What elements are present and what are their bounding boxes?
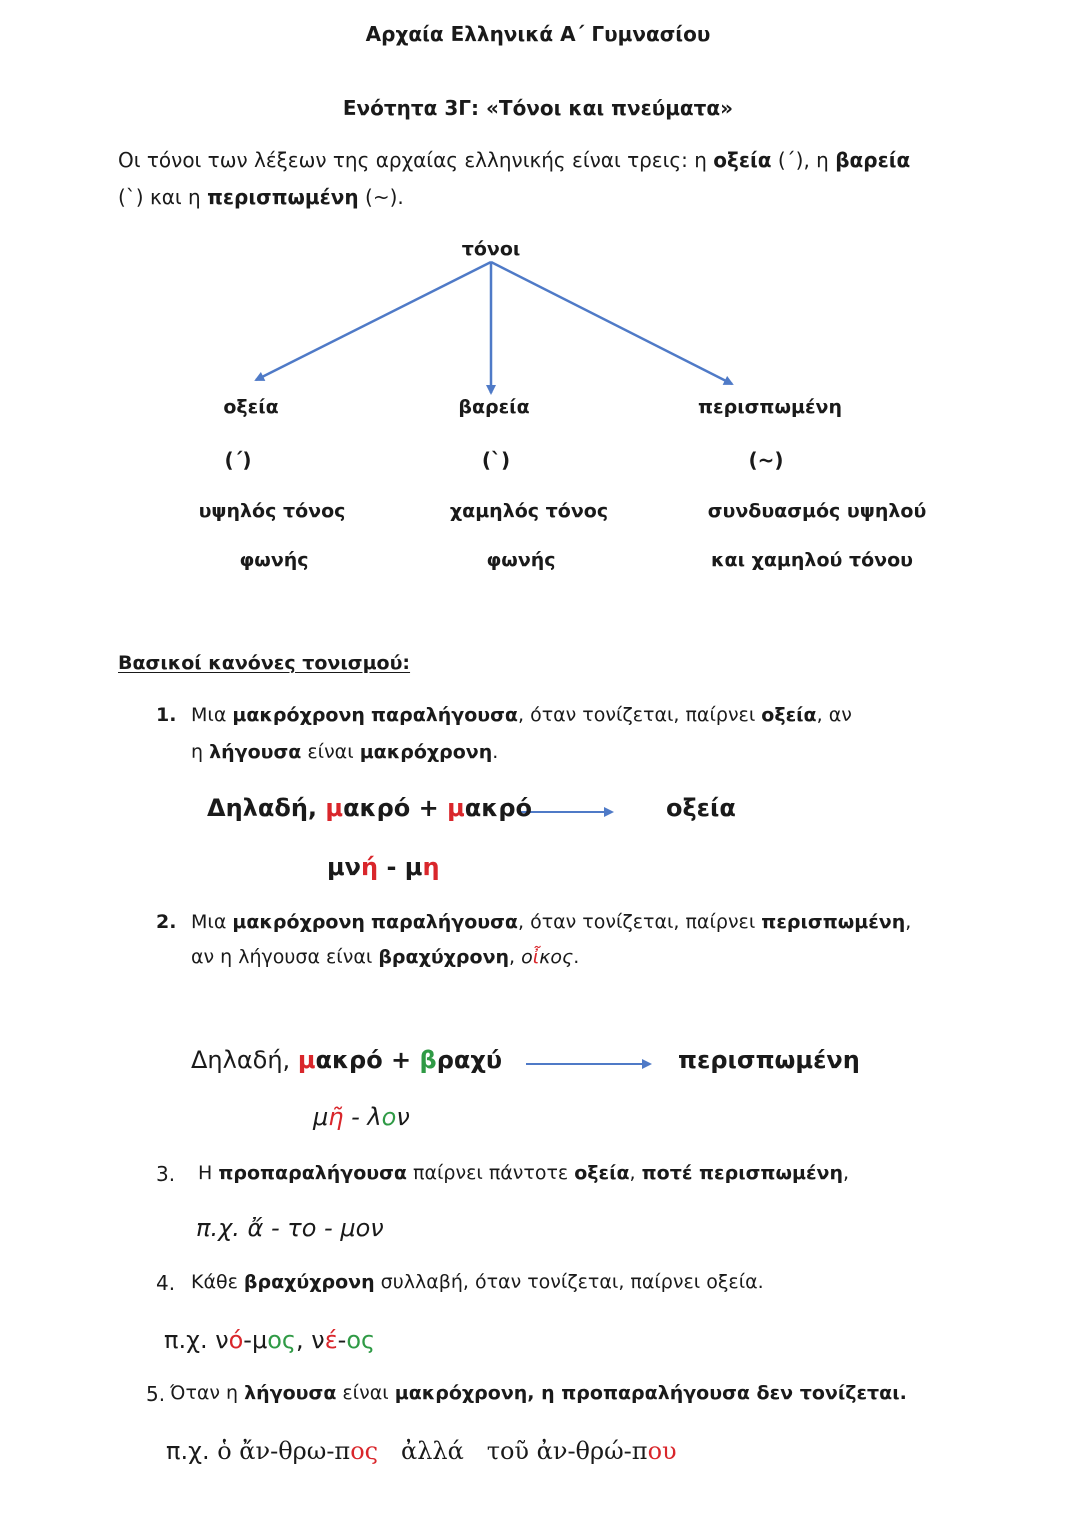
example-text: + <box>382 1046 420 1074</box>
rule-term: περισπωμένη <box>761 911 906 933</box>
example-2-formula <box>191 1046 502 1074</box>
rule-term: βραχύχρονη <box>243 1271 375 1293</box>
example-highlight: ος <box>346 1326 376 1354</box>
example-text: + <box>410 794 448 822</box>
example-text: κος <box>539 946 574 968</box>
rule-text: παίρνει πάντοτε <box>406 1162 575 1184</box>
diagram-item-name: περισπωμένη <box>698 396 842 418</box>
example-highlight: η <box>422 853 440 881</box>
example-text: - <box>337 1326 347 1354</box>
example-text: ακρό <box>315 1046 383 1074</box>
rule-term: παραλήγουσα <box>371 911 518 933</box>
example-1-syllables <box>327 853 440 881</box>
example-highlight: ή <box>361 853 379 881</box>
rule-text: αν η λήγουσα είναι <box>191 946 379 968</box>
rule-text: Κάθε <box>191 1271 244 1293</box>
example-text: ο <box>521 946 533 968</box>
rule-text: Όταν η <box>170 1382 245 1404</box>
rule-1-line-1 <box>191 704 852 726</box>
rule-term: μακρόχρονη <box>232 911 365 933</box>
example-text: - λ <box>343 1103 382 1131</box>
rule-text: Μια <box>191 911 233 933</box>
rule-text: είναι <box>301 741 360 763</box>
example-2-syllables <box>313 1103 410 1131</box>
example-text: ν <box>396 1103 410 1131</box>
example-highlight: ῆ <box>328 1103 344 1131</box>
example-highlight: ἶ <box>532 946 540 968</box>
rule-number: 3. <box>156 1162 176 1186</box>
rule-5-line-1 <box>170 1382 907 1404</box>
rule-text: , <box>905 911 912 933</box>
rule-2-line-1 <box>191 911 911 933</box>
example-text: ἀλλά τοῦ ἀν-θρώ-π <box>378 1437 648 1465</box>
example-highlight: μ <box>447 794 465 822</box>
rule-number: 5. <box>146 1382 166 1406</box>
intro-term-oxeia: οξεία <box>713 148 772 172</box>
example-text: - μ <box>378 853 423 881</box>
example-highlight: έ <box>324 1326 338 1354</box>
example-highlight: ό <box>228 1326 244 1354</box>
rule-number: 4. <box>156 1271 176 1295</box>
diagram-item-name: οξεία <box>223 396 279 418</box>
example-1-result: οξεία <box>666 794 736 822</box>
page-subtitle: Ενότητα 3Γ: «Τόνοι και πνεύματα» <box>342 96 734 120</box>
diagram-item-symbol: (~) <box>748 448 784 472</box>
rule-3-example: π.χ. ἄ - το - μον <box>196 1214 384 1242</box>
rule-number: 1. <box>156 704 177 726</box>
example-text: ακρό <box>464 794 532 822</box>
example-text: π.χ. <box>166 1437 218 1465</box>
rule-text: Η <box>198 1162 219 1184</box>
example-text: , ν <box>296 1326 325 1354</box>
rules-heading: Βασικοί κανόνες τονισμού: <box>118 652 411 674</box>
example-highlight: ος <box>350 1437 379 1465</box>
rule-text: η <box>191 741 210 763</box>
rule-2-line-2 <box>191 946 579 968</box>
rule-text: . <box>573 946 580 968</box>
rule-term: προπαραλήγουσα <box>218 1162 407 1184</box>
rule-3-line-1 <box>198 1162 849 1184</box>
diagram-item-name: βαρεία <box>458 396 530 418</box>
rule-text: , όταν τονίζεται, παίρνει <box>517 704 762 726</box>
diagram-item-desc: φωνής <box>239 549 309 571</box>
rule-term: βραχύχρονη <box>378 946 510 968</box>
intro-term-vareia: βαρεία <box>835 148 911 172</box>
rule-text: συλλαβή, όταν τονίζεται, παίρνει οξεία. <box>374 1271 764 1293</box>
rule-term: οξεία <box>574 1162 630 1184</box>
rule-text: , <box>843 1162 850 1184</box>
example-highlight: μ <box>297 1046 316 1074</box>
intro-text: (΄), η <box>771 148 836 172</box>
example-text: -μ <box>243 1326 268 1354</box>
example-text: ὁ ἄν-θρω-π <box>217 1437 351 1465</box>
arrow-to-oxeia <box>256 262 491 380</box>
rule-term: οξεία <box>761 704 817 726</box>
rule-4-line-1 <box>191 1271 764 1293</box>
example-highlight: ο <box>381 1103 397 1131</box>
example-1-formula <box>207 794 532 822</box>
rule-text: . <box>492 741 499 763</box>
example-text: ακρό <box>343 794 411 822</box>
intro-text: Οι τόνοι των λέξεων της αρχαίας ελληνικής είναι τρεις: η <box>118 148 714 172</box>
diagram-item-desc: χαμηλός τόνος <box>449 500 609 522</box>
rule-term: μακρόχρονη <box>232 704 365 726</box>
rule-text: είναι <box>336 1382 395 1404</box>
rule-text: , <box>509 946 522 968</box>
example-text: Δηλαδή, <box>207 794 326 822</box>
intro-term-perispomeni: περισπωμένη <box>207 185 359 209</box>
intro-text: (`) και η <box>118 185 208 209</box>
diagram-item-symbol: (`) <box>481 448 511 472</box>
diagram-item-desc: και χαμηλού τόνου <box>711 549 913 571</box>
diagram-item-desc: φωνής <box>486 549 556 571</box>
example-text: π.χ. ν <box>164 1326 229 1354</box>
rule-5-example <box>166 1437 677 1465</box>
rule-number: 2. <box>156 911 177 933</box>
rule-1-line-2 <box>191 741 498 763</box>
rule-4-example <box>164 1326 375 1354</box>
diagram-root: τόνοι <box>461 238 521 260</box>
example-text: ραχύ <box>436 1046 503 1074</box>
diagram-item-desc: συνδυασμός υψηλού <box>707 500 927 522</box>
rule-term: λήγουσα <box>244 1382 337 1404</box>
rule-term: λήγουσα <box>209 741 302 763</box>
page-title: Αρχαία Ελληνικά Α΄ Γυμνασίου <box>365 22 711 46</box>
example-highlight: ου <box>647 1437 677 1465</box>
rule-term: μακρόχρονη, η προπαραλήγουσα δεν τονίζεται. <box>394 1382 907 1404</box>
rule-term: παραλήγουσα <box>371 704 518 726</box>
arrow-to-perispomeni <box>491 262 732 384</box>
example-highlight: μ <box>325 794 344 822</box>
example-text: μ <box>313 1103 329 1131</box>
rule-text: , αν <box>816 704 852 726</box>
rule-text: , <box>629 1162 642 1184</box>
example-highlight: ος <box>267 1326 297 1354</box>
example-text: Δηλαδή, <box>191 1046 298 1074</box>
rule-text: Μια <box>191 704 233 726</box>
example-text: μν <box>327 853 362 881</box>
diagram-item-symbol: (΄) <box>224 448 252 472</box>
example-2-result: περισπωμένη <box>678 1046 860 1074</box>
rule-term: ποτέ περισπωμένη <box>641 1162 843 1184</box>
rule-text: , όταν τονίζεται, παίρνει <box>517 911 762 933</box>
rule-term: μακρόχρονη <box>359 741 493 763</box>
example-highlight: β <box>419 1046 437 1074</box>
intro-text: (~). <box>358 185 404 209</box>
diagram-item-desc: υψηλός τόνος <box>198 500 346 522</box>
